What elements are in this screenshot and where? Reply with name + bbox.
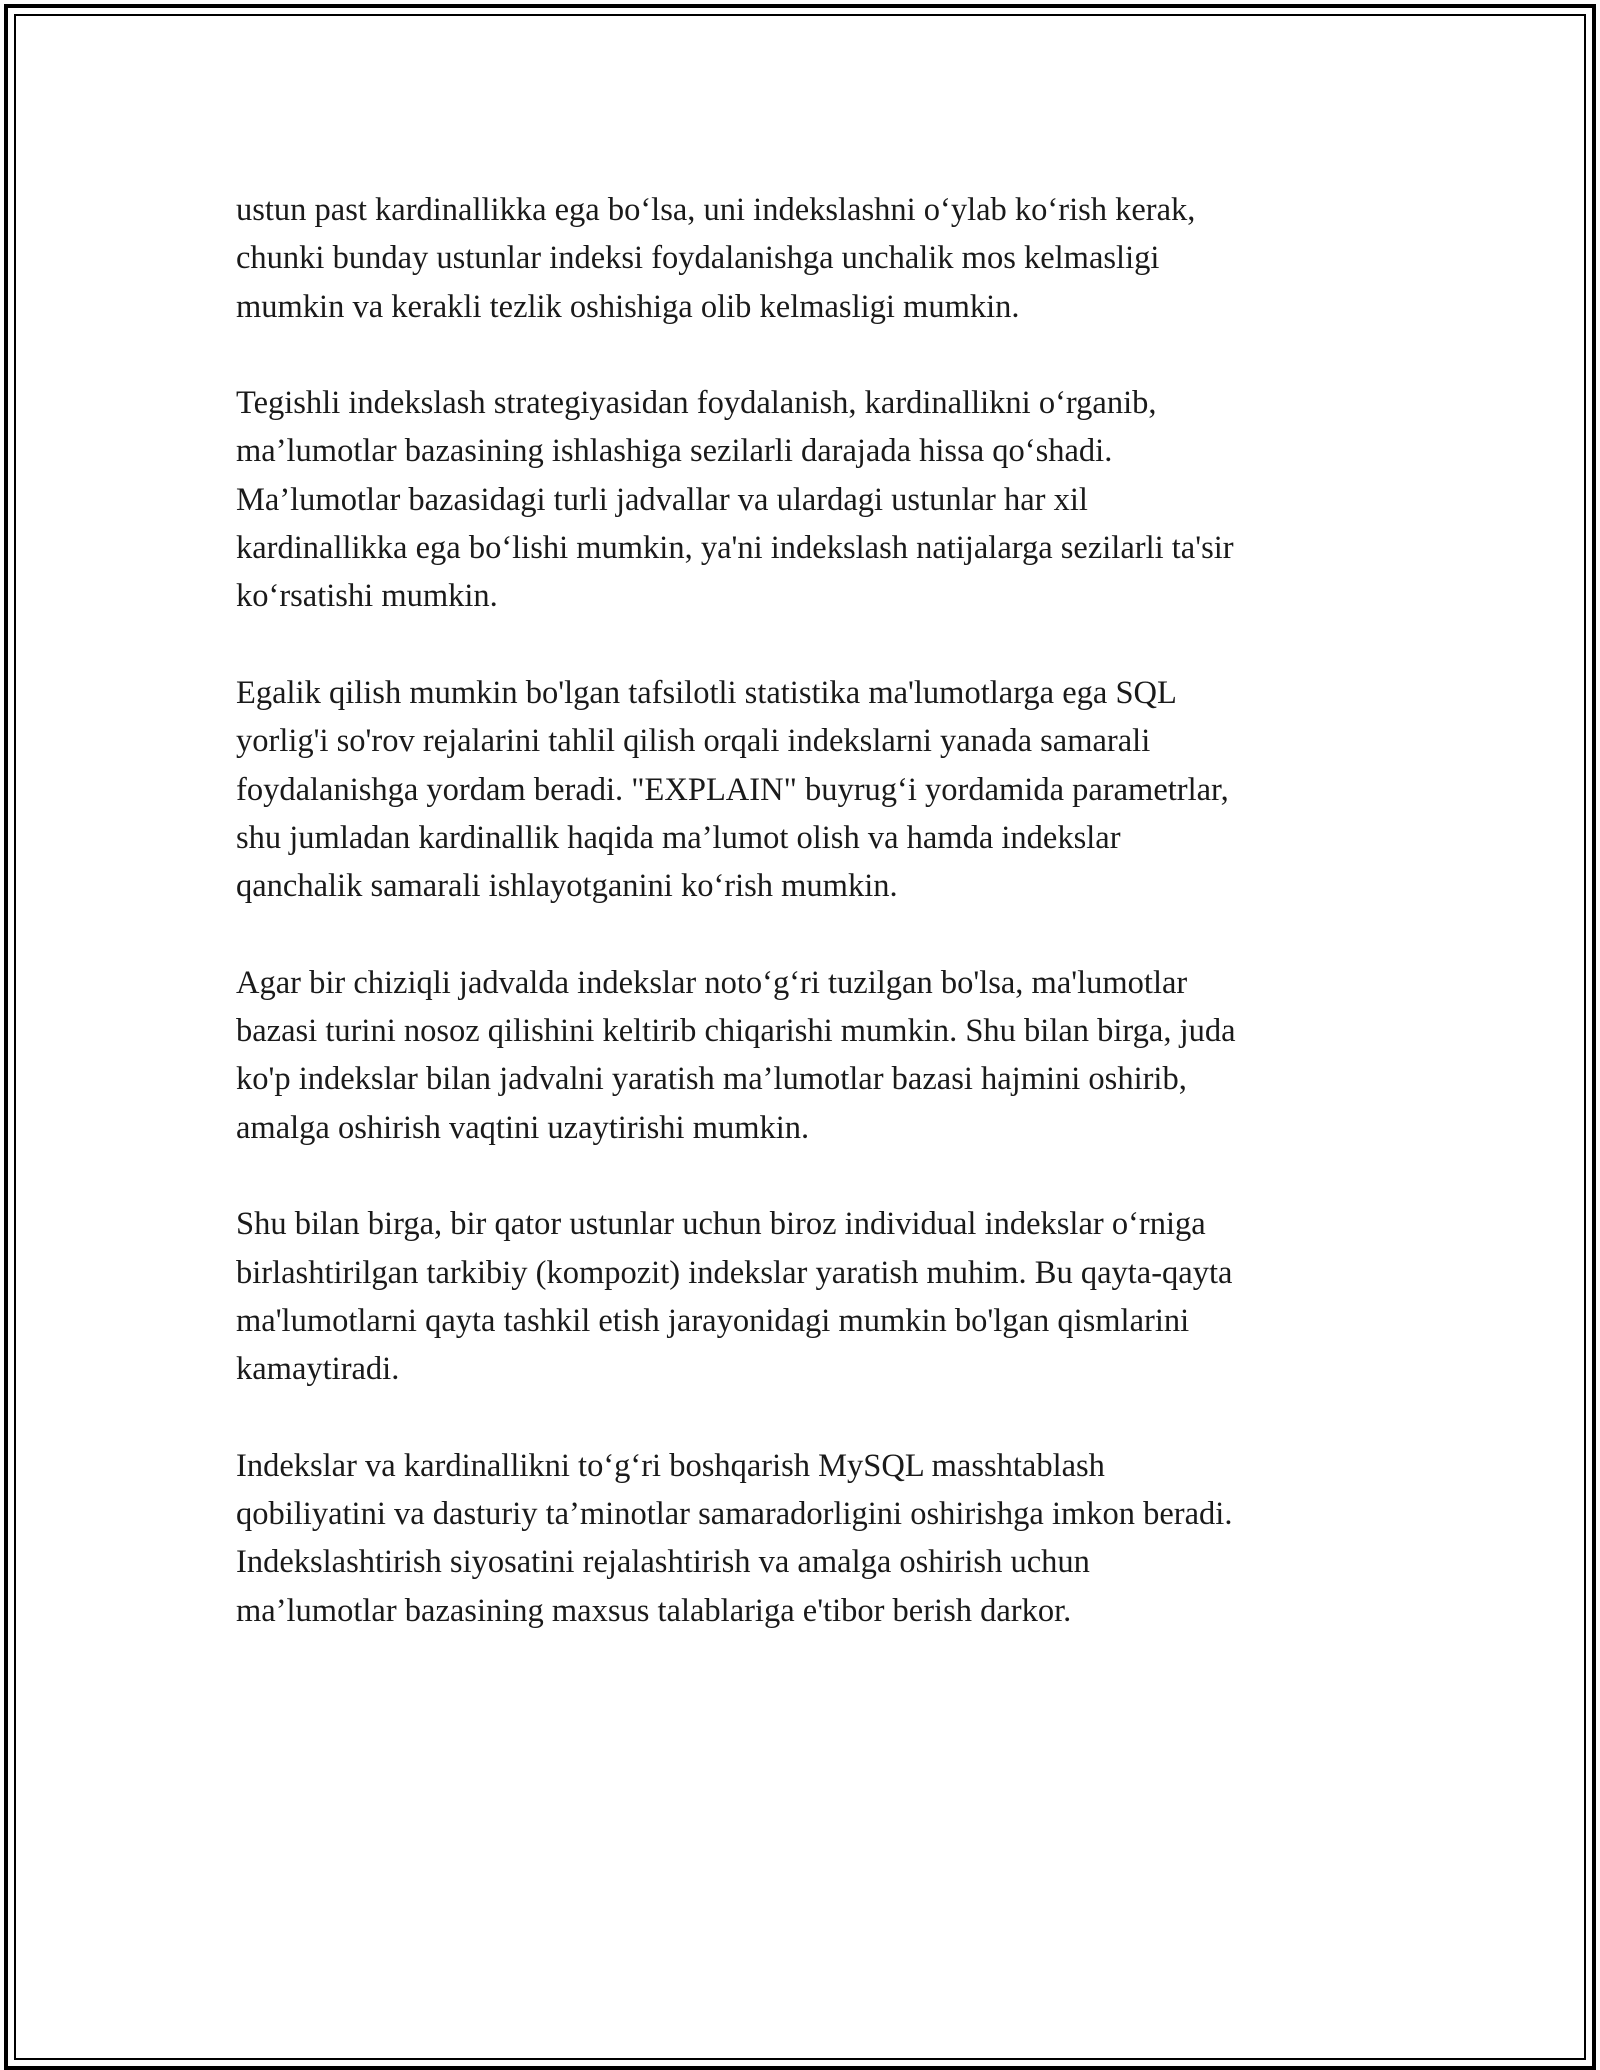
text-line: amalga oshirish vaqtini uzaytirishi mumkin. (236, 1109, 810, 1146)
text-line: ustun past kardinallikka ega bo‘lsa, uni indekslashni o‘ylab ko‘rish kerak, (236, 192, 1196, 228)
text-line: chunki bunday ustunlar indeksi foydalanishga unchalik mos kelmasligi (236, 240, 1160, 277)
text-line: bazasi turini nosoz qilishini keltirib chiqarishi mumkin. Shu bilan birga, juda (236, 1013, 1236, 1050)
text-line: mumkin va kerakli tezlik oshishiga olib kelmasligi mumkin. (236, 288, 1020, 325)
text-line: shu jumladan kardinallik haqida ma’lumot olish va hamda indekslar (236, 819, 1121, 856)
text-line: ko'p indekslar bilan jadvalni yaratish ma’lumotlar bazasi hajmini oshirib, (236, 1061, 1187, 1098)
text-line: qanchalik samarali ishlayotganini ko‘rish mumkin. (236, 868, 898, 905)
text-line: kamaytiradi. (236, 1351, 400, 1388)
text-line: Egalik qilish mumkin bo'lgan tafsilotli statistika ma'lumotlarga ega SQL (236, 674, 1177, 711)
text-line: Indekslashtirish siyosatini rejalashtirish va amalga oshirish uchun (236, 1544, 1090, 1581)
text-line: Ma’lumotlar bazasidagi turli jadvallar va ulardagi ustunlar har xil (236, 481, 1088, 518)
paragraph-4 (236, 959, 1396, 1152)
text-line: foydalanishga yordam beradi. "EXPLAIN" buyrug‘i yordamida parametrlar, (236, 771, 1229, 808)
paragraph-1 (236, 186, 1396, 331)
text-line: Agar bir chiziqli jadvalda indekslar noto‘g‘ri tuzilgan bo'lsa, ma'lumotlar (236, 964, 1188, 1001)
text-line: ma’lumotlar bazasining ishlashiga sezilarli darajada hissa qo‘shadi. (236, 433, 1113, 470)
text-line: ko‘rsatishi mumkin. (236, 578, 498, 615)
text-line: qobiliyatini va dasturiy ta’minotlar samaradorligini oshirishga imkon beradi. (236, 1496, 1233, 1533)
text-line: ma’lumotlar bazasining maxsus talablariga e'tibor berish darkor. (236, 1592, 1072, 1629)
document-body (236, 186, 1396, 1683)
paragraph-2 (236, 379, 1396, 620)
text-line: Indekslar va kardinallikni to‘g‘ri boshqarish MySQL masshtablash (236, 1447, 1105, 1484)
paragraph-3 (236, 669, 1396, 910)
text-line: yorlig'i so'rov rejalarini tahlil qilish orqali indekslarni yanada samarali (236, 723, 1151, 760)
text-line: kardinallikka ega bo‘lishi mumkin, ya'ni indekslash natijalarga sezilarli ta'sir (236, 530, 1234, 567)
text-line: Shu bilan birga, bir qator ustunlar uchun biroz individual indekslar o‘rniga (236, 1206, 1206, 1243)
paragraph-5 (236, 1200, 1396, 1393)
paragraph-6 (236, 1442, 1396, 1635)
text-line: Tegishli indekslash strategiyasidan foydalanish, kardinallikni o‘rganib, (236, 385, 1157, 422)
text-line: ma'lumotlarni qayta tashkil etish jarayonidagi mumkin bo'lgan qismlarini (236, 1302, 1190, 1339)
text-line: birlashtirilgan tarkibiy (kompozit) indekslar yaratish muhim. Bu qayta-qayta (236, 1254, 1233, 1291)
